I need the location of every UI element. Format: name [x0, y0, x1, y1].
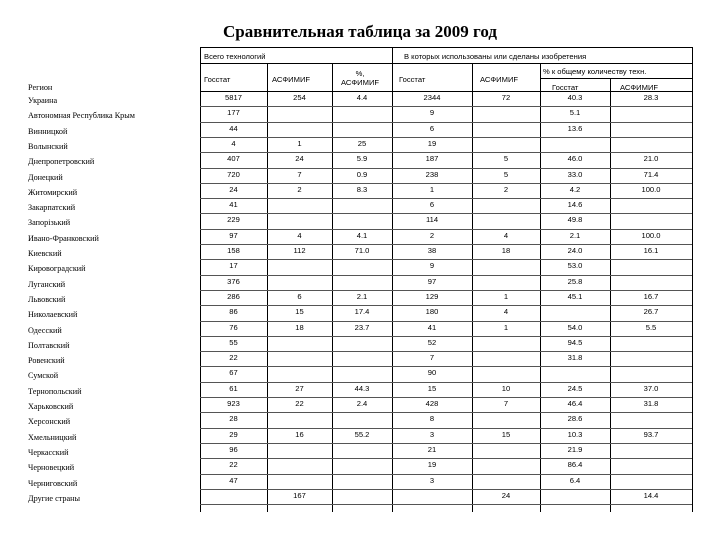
row-separator — [200, 183, 692, 184]
table-cell: 22 — [295, 399, 304, 408]
table-cell: 1 — [297, 138, 302, 148]
region-name: Черкасский — [28, 447, 69, 457]
row-separator — [200, 443, 692, 444]
table-cell: 720 — [227, 169, 240, 179]
table-cell: 86 — [229, 307, 238, 317]
table-cell: 21 — [427, 444, 437, 454]
table-cell: 6.4 — [569, 475, 581, 485]
row-separator — [200, 366, 692, 367]
table-cell: 71.4 — [643, 169, 659, 179]
table-cell: 100.0 — [641, 184, 661, 194]
table-cell: 94.5 — [567, 337, 583, 347]
table-cell: 7 — [429, 353, 435, 363]
row-separator — [200, 229, 692, 230]
table-cell: 5817 — [225, 93, 242, 102]
table-cell: 23.7 — [354, 322, 370, 332]
table-cell: 100.0 — [641, 230, 661, 240]
table-cell: 22 — [229, 460, 238, 470]
row-separator — [200, 489, 692, 490]
region-name: Ивано-Франковский — [28, 233, 99, 243]
table-cell: 4.4 — [356, 93, 368, 102]
header-mid-line — [200, 63, 692, 64]
header-asfimmif: АСФИМИF — [620, 83, 659, 92]
table-cell: 3 — [429, 475, 435, 485]
table-cell: 16 — [295, 429, 304, 439]
header-pct_asf: %, АСФИМИF — [341, 69, 380, 87]
row-separator — [200, 198, 692, 199]
header-sub-line — [540, 78, 692, 79]
table-cell: 18 — [501, 246, 511, 255]
table-cell: 71.0 — [354, 246, 370, 255]
row-separator — [200, 106, 692, 107]
table-cell: 16.1 — [643, 246, 659, 255]
table-cell: 2 — [503, 184, 509, 194]
table-cell: 428 — [425, 399, 439, 408]
table-cell: 24.5 — [567, 383, 583, 393]
table-cell: 93.7 — [643, 429, 659, 439]
header-bottom-line — [200, 91, 692, 92]
table-cell: 24 — [229, 184, 238, 194]
table-cell: 49.8 — [567, 215, 583, 225]
row-separator — [200, 168, 692, 169]
header-pct_total: % к общему количеству техн. — [543, 67, 647, 76]
table-cell: 2.1 — [569, 230, 581, 240]
region-name: Одесский — [28, 325, 62, 335]
region-name: Донецкий — [28, 172, 63, 182]
header-gosstat: Госстат — [399, 75, 426, 84]
table-cell: 14.4 — [643, 490, 659, 500]
table-cell: 28.6 — [567, 414, 583, 424]
table-cell: 55.2 — [354, 429, 370, 439]
table-cell: 25 — [357, 138, 367, 148]
table-cell: 17 — [229, 261, 238, 271]
table-cell: 114 — [425, 215, 439, 225]
region-name: Ровенский — [28, 356, 65, 366]
table-cell: 21.9 — [567, 444, 583, 454]
table-cell: 0.9 — [356, 169, 368, 179]
header-asfimmif: АСФИМИF — [480, 75, 519, 84]
table-cell: 3 — [429, 429, 435, 439]
row-separator — [200, 305, 692, 306]
table-cell: 2.4 — [356, 399, 368, 408]
table-cell: 167 — [293, 490, 306, 500]
table-cell: 129 — [425, 291, 439, 301]
row-separator — [200, 351, 692, 352]
row-separator — [200, 244, 692, 245]
region-name: Запорізький — [28, 218, 71, 228]
row-separator — [200, 504, 692, 505]
table-cell: 52 — [427, 337, 437, 347]
region-name: Сумской — [28, 371, 59, 381]
row-separator — [200, 336, 692, 337]
table-cell: 923 — [227, 399, 240, 408]
header-gosstat: Госстат — [552, 83, 579, 92]
table-cell: 41 — [427, 322, 437, 332]
column-divider — [692, 47, 693, 512]
table-cell: 376 — [227, 276, 240, 286]
column-divider — [540, 63, 541, 512]
table-cell: 33.0 — [567, 169, 583, 179]
row-separator — [200, 259, 692, 260]
row-separator — [200, 137, 692, 138]
table-cell: 40.3 — [567, 93, 583, 102]
table-cell: 6 — [297, 291, 302, 301]
table-cell: 6 — [429, 123, 435, 133]
column-divider — [267, 63, 268, 512]
table-cell: 28.3 — [643, 93, 659, 102]
row-separator — [200, 474, 692, 475]
table-cell: 1 — [429, 184, 435, 194]
table-cell: 4 — [231, 138, 236, 148]
table-cell: 24.0 — [567, 246, 583, 255]
region-name: Хмельницкий — [28, 432, 77, 442]
table-cell: 254 — [293, 93, 306, 102]
table-cell: 4.1 — [356, 230, 368, 240]
table-cell: 44 — [229, 123, 238, 133]
region-name: Черновецкий — [28, 463, 75, 473]
table-cell: 5.9 — [356, 154, 368, 164]
table-cell: 4.2 — [569, 184, 581, 194]
table-cell: 41 — [229, 200, 238, 210]
column-divider — [472, 63, 473, 512]
row-separator — [200, 290, 692, 291]
table-cell: 14.6 — [567, 200, 583, 210]
row-separator — [200, 458, 692, 459]
table-cell: 16.7 — [643, 291, 659, 301]
table-cell: 4 — [503, 230, 509, 240]
table-cell: 86.4 — [567, 460, 583, 470]
table-cell: 2 — [429, 230, 435, 240]
table-cell: 5.5 — [645, 322, 657, 332]
region-name: Тернопольский — [28, 386, 82, 396]
header-with_inventions: В которых использованы или сделаны изобретения — [404, 52, 587, 61]
table-cell: 187 — [425, 154, 439, 164]
table-cell: 177 — [227, 108, 240, 118]
region-name: Автономная Республика Крым — [28, 111, 135, 121]
region-name: Закарпатский — [28, 203, 76, 213]
table-cell: 8.3 — [356, 184, 368, 194]
table-cell: 6 — [429, 200, 435, 210]
table-cell: 24 — [501, 490, 511, 500]
table-cell: 15 — [427, 383, 437, 393]
table-cell: 26.7 — [643, 307, 659, 317]
table-cell: 7 — [503, 399, 509, 408]
table-cell: 1 — [503, 291, 509, 301]
table-cell: 1 — [503, 322, 509, 332]
table-cell: 19 — [427, 138, 437, 148]
table-cell: 38 — [427, 246, 437, 255]
table-cell: 45.1 — [567, 291, 583, 301]
table-cell: 10 — [501, 383, 511, 393]
table-cell: 47 — [229, 475, 238, 485]
table-cell: 28 — [229, 414, 238, 424]
table-cell: 24 — [295, 154, 304, 164]
row-separator — [200, 428, 692, 429]
region-name: Волынский — [28, 141, 68, 151]
page-title: Сравнительная таблица за 2009 год — [223, 22, 497, 41]
table-cell: 76 — [229, 322, 238, 332]
table-cell: 31.8 — [643, 399, 659, 408]
table-cell: 2.1 — [356, 291, 368, 301]
table-cell: 286 — [227, 291, 240, 301]
header-top-line — [200, 47, 692, 48]
region-name: Черниговский — [28, 478, 78, 488]
row-separator — [200, 412, 692, 413]
table-cell: 5 — [503, 169, 509, 179]
region-name: Украина — [28, 96, 58, 105]
region-name: Харьковский — [28, 402, 74, 411]
table-cell: 5.1 — [569, 108, 581, 118]
table-cell: 96 — [229, 444, 238, 454]
region-name: Днепропетровский — [28, 157, 95, 167]
table-cell: 61 — [229, 383, 238, 393]
table-cell: 46.0 — [567, 154, 583, 164]
table-cell: 19 — [427, 460, 437, 470]
table-cell: 158 — [227, 246, 240, 255]
table-cell: 67 — [229, 368, 238, 378]
table-cell: 238 — [425, 169, 439, 179]
table-cell: 13.6 — [567, 123, 583, 133]
table-cell: 37.0 — [643, 383, 659, 393]
table-cell: 9 — [429, 108, 435, 118]
table-cell: 53.0 — [567, 261, 583, 271]
table-cell: 90 — [427, 368, 437, 378]
row-separator — [200, 122, 692, 123]
table-cell: 72 — [501, 93, 511, 102]
row-separator — [200, 397, 692, 398]
row-separator — [200, 275, 692, 276]
table-cell: 5 — [503, 154, 509, 164]
row-separator — [200, 321, 692, 322]
header-region: Регион — [28, 83, 53, 92]
table-cell: 22 — [229, 353, 238, 363]
region-name: Полтавский — [28, 340, 70, 350]
table-cell: 46.4 — [567, 399, 583, 408]
table-cell: 4 — [297, 230, 302, 240]
region-name: Луганский — [28, 279, 66, 289]
table-cell: 4 — [503, 307, 509, 317]
table-cell: 44.3 — [354, 383, 370, 393]
table-cell: 25.8 — [567, 276, 583, 286]
table-cell: 97 — [229, 230, 238, 240]
row-separator — [200, 152, 692, 153]
table-cell: 9 — [429, 261, 435, 271]
region-name: Львовский — [28, 294, 66, 304]
table-cell: 55 — [229, 337, 238, 347]
table-cell: 18 — [295, 322, 304, 332]
table-cell: 29 — [229, 429, 238, 439]
region-name: Киевский — [28, 249, 62, 258]
column-divider — [332, 63, 333, 512]
column-divider — [610, 78, 611, 512]
table-cell: 180 — [425, 307, 439, 317]
table-cell: 97 — [427, 276, 437, 286]
region-name: Житомирский — [28, 187, 78, 197]
table-cell: 54.0 — [567, 322, 583, 332]
table-cell: 17.4 — [354, 307, 370, 317]
table-cell: 10.3 — [567, 429, 583, 439]
table-cell: 407 — [227, 154, 240, 164]
table-cell: 112 — [293, 246, 306, 255]
comparison-table — [28, 47, 692, 507]
row-separator — [200, 382, 692, 383]
table-cell: 21.0 — [643, 154, 659, 164]
region-name: Николаевский — [28, 310, 78, 320]
region-name: Винницкой — [28, 126, 68, 136]
header-gosstat: Госстат — [204, 75, 231, 84]
table-cell: 2 — [297, 184, 302, 194]
header-all_tech: Всего технологий — [204, 52, 266, 61]
region-name: Другие страны — [28, 493, 81, 503]
table-cell: 7 — [297, 169, 302, 179]
row-separator — [200, 213, 692, 214]
table-cell: 2344 — [423, 93, 441, 102]
table-cell: 27 — [295, 383, 304, 393]
table-cell: 15 — [501, 429, 511, 439]
region-name: Кировоградский — [28, 264, 86, 274]
table-cell: 8 — [429, 414, 435, 424]
table-cell: 15 — [295, 307, 304, 317]
region-name: Херсонский — [28, 417, 71, 427]
header-asfimmif: АСФИМИF — [272, 75, 311, 84]
table-cell: 229 — [227, 215, 240, 225]
table-cell: 31.8 — [567, 353, 583, 363]
